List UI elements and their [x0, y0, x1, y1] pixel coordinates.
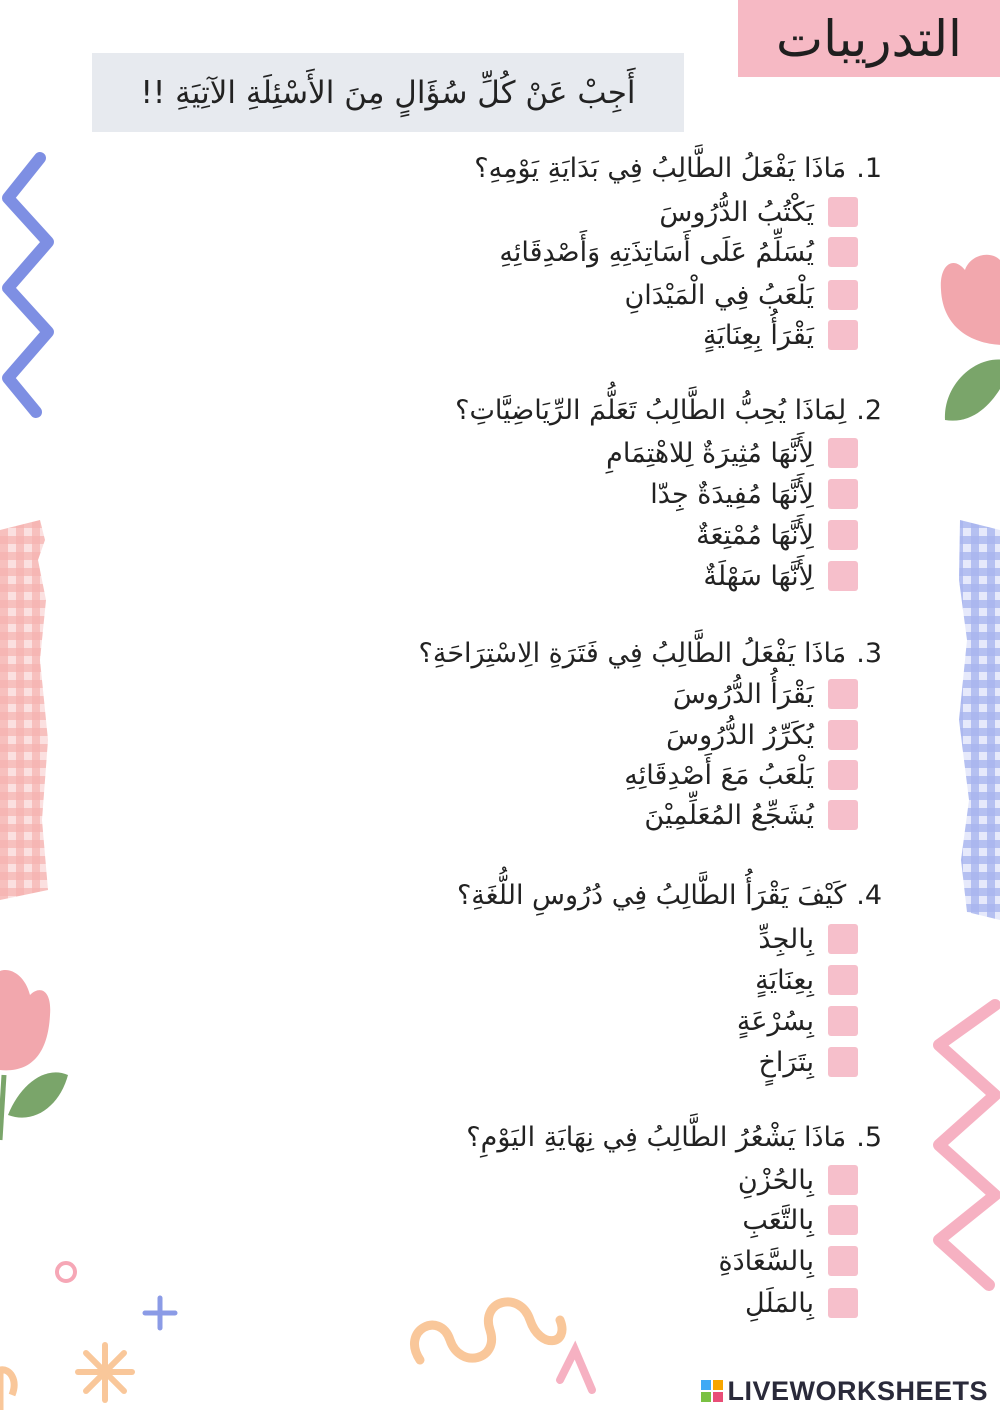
option-1-3[interactable] [624, 278, 858, 312]
option-label: بِالحُزْنِ [737, 1164, 814, 1196]
question-number: 2. [856, 395, 882, 426]
option-4-3[interactable] [737, 1004, 858, 1038]
pink-zigzag-decoration [925, 995, 1000, 1295]
tulip-decoration-right [935, 250, 1000, 430]
question-5 [466, 1122, 882, 1153]
answer-checkbox[interactable] [828, 1246, 858, 1276]
answer-checkbox[interactable] [828, 479, 858, 509]
answer-checkbox[interactable] [828, 679, 858, 709]
option-label: لِأَنَّهَا سَهْلَةٌ [703, 560, 814, 592]
question-number: 3. [856, 638, 882, 669]
question-text: مَاذَا يَفْعَلُ الطَّالِبُ فِي بَدَايَةِ يَوْمِهِ؟ [474, 153, 847, 184]
answer-checkbox[interactable] [828, 561, 858, 591]
option-2-4[interactable] [703, 559, 858, 593]
option-label: يَقْرَأُ الدُّرُوسَ [672, 678, 814, 710]
answer-checkbox[interactable] [828, 1006, 858, 1036]
answer-checkbox[interactable] [828, 320, 858, 350]
option-5-4[interactable] [745, 1286, 858, 1320]
option-1-1[interactable] [659, 195, 858, 229]
option-4-1[interactable] [758, 922, 858, 956]
question-number: 1. [856, 153, 882, 184]
worksheet-title: التدريبات [776, 9, 962, 68]
option-3-4[interactable] [644, 798, 858, 832]
tulip-decoration-left [0, 965, 75, 1145]
answer-checkbox[interactable] [828, 197, 858, 227]
question-text: كَيْفَ يَقْرَأُ الطَّالِبُ فِي دُرُوسِ اللُّغَةِ؟ [456, 880, 847, 911]
answer-checkbox[interactable] [828, 520, 858, 550]
answer-checkbox[interactable] [828, 1205, 858, 1235]
answer-checkbox[interactable] [828, 800, 858, 830]
instruction-box [92, 53, 684, 132]
option-label: بِالجِدِّ [758, 923, 814, 955]
answer-checkbox[interactable] [828, 1047, 858, 1077]
option-label: بِعِنَايَةٍ [755, 964, 814, 996]
option-4-2[interactable] [755, 963, 858, 997]
option-label: بِالمَلَلِ [745, 1287, 814, 1319]
question-4 [457, 880, 882, 911]
option-label: يُكَرِّرُ الدُّرُوسَ [666, 719, 814, 751]
question-number: 4. [856, 880, 882, 911]
option-4-4[interactable] [759, 1045, 859, 1079]
pink-gingham-tape [0, 520, 50, 900]
brand-name: LIVEWORKSHEETS [727, 1375, 988, 1406]
option-3-2[interactable] [666, 718, 858, 752]
option-3-1[interactable] [673, 677, 858, 711]
answer-checkbox[interactable] [828, 924, 858, 954]
answer-checkbox[interactable] [828, 1288, 858, 1318]
liveworksheets-logo [701, 1373, 988, 1409]
option-label: بِسُرْعَةٍ [736, 1005, 814, 1037]
option-label: بِتَرَاخٍ [758, 1046, 814, 1078]
liveworksheets-logo-icon [701, 1380, 723, 1402]
option-1-2[interactable] [499, 235, 858, 269]
answer-checkbox[interactable] [828, 720, 858, 750]
answer-checkbox[interactable] [828, 237, 858, 267]
option-2-2[interactable] [650, 477, 858, 511]
question-text: مَاذَا يَفْعَلُ الطَّالِبُ فِي فَتَرَةِ الِاسْتِرَاحَةِ؟ [418, 638, 847, 669]
option-label: يَكْتُبُ الدُّرُوسَ [659, 196, 814, 228]
question-1 [474, 153, 882, 184]
option-label: لِأَنَّهَا مُثِيرَةٌ لِلاهْتِمَامِ [606, 437, 814, 469]
option-1-4[interactable] [703, 318, 858, 352]
option-label: يَلْعَبُ مَعَ أَصْدِقَائِهِ [624, 759, 814, 791]
option-2-3[interactable] [696, 518, 858, 552]
question-2 [455, 395, 882, 426]
instruction-text: أَجِبْ عَنْ كُلِّ سُؤَالٍ مِنَ الأَسْئِلَةِ الآتِيَةِ !! [140, 74, 636, 111]
answer-checkbox[interactable] [828, 760, 858, 790]
option-label: لِأَنَّهَا مُمْتِعَةٌ [696, 519, 814, 551]
option-label: يُسَلِّمُ عَلَى أَسَاتِذَتِهِ وَأَصْدِقَائِهِ [499, 236, 814, 268]
answer-checkbox[interactable] [828, 438, 858, 468]
question-3 [419, 638, 882, 669]
question-text: مَاذَا يَشْعُرُ الطَّالِبُ فِي نِهَايَةِ اليَوْمِ؟ [466, 1122, 847, 1153]
option-label: يُشَجِّعُ المُعَلِّمِيْنَ [644, 799, 814, 831]
worksheet-title-box [738, 0, 1000, 77]
option-label: لِأَنَّهَا مُفِيدَةٌ جِدّا [650, 478, 814, 510]
option-5-3[interactable] [719, 1244, 858, 1278]
option-label: بِالتَّعَبِ [742, 1204, 814, 1236]
confetti-decoration [0, 1250, 720, 1414]
option-label: يَقْرَأُ بِعِنَايَةٍ [702, 319, 814, 351]
answer-checkbox[interactable] [828, 965, 858, 995]
question-text: لِمَاذَا يُحِبُّ الطَّالِبُ تَعَلُّمَ الرِّيَاضِيَّاتِ؟ [455, 395, 847, 426]
option-3-3[interactable] [624, 758, 858, 792]
option-5-1[interactable] [738, 1163, 858, 1197]
answer-checkbox[interactable] [828, 280, 858, 310]
option-label: بِالسَّعَادَةِ [718, 1245, 814, 1277]
answer-checkbox[interactable] [828, 1165, 858, 1195]
option-2-1[interactable] [606, 436, 858, 470]
question-number: 5. [856, 1122, 882, 1153]
option-5-2[interactable] [742, 1203, 858, 1237]
blue-gingham-tape [955, 520, 1000, 920]
blue-zigzag-decoration [0, 150, 60, 420]
option-label: يَلْعَبُ فِي الْمَيْدَانِ [624, 279, 814, 311]
